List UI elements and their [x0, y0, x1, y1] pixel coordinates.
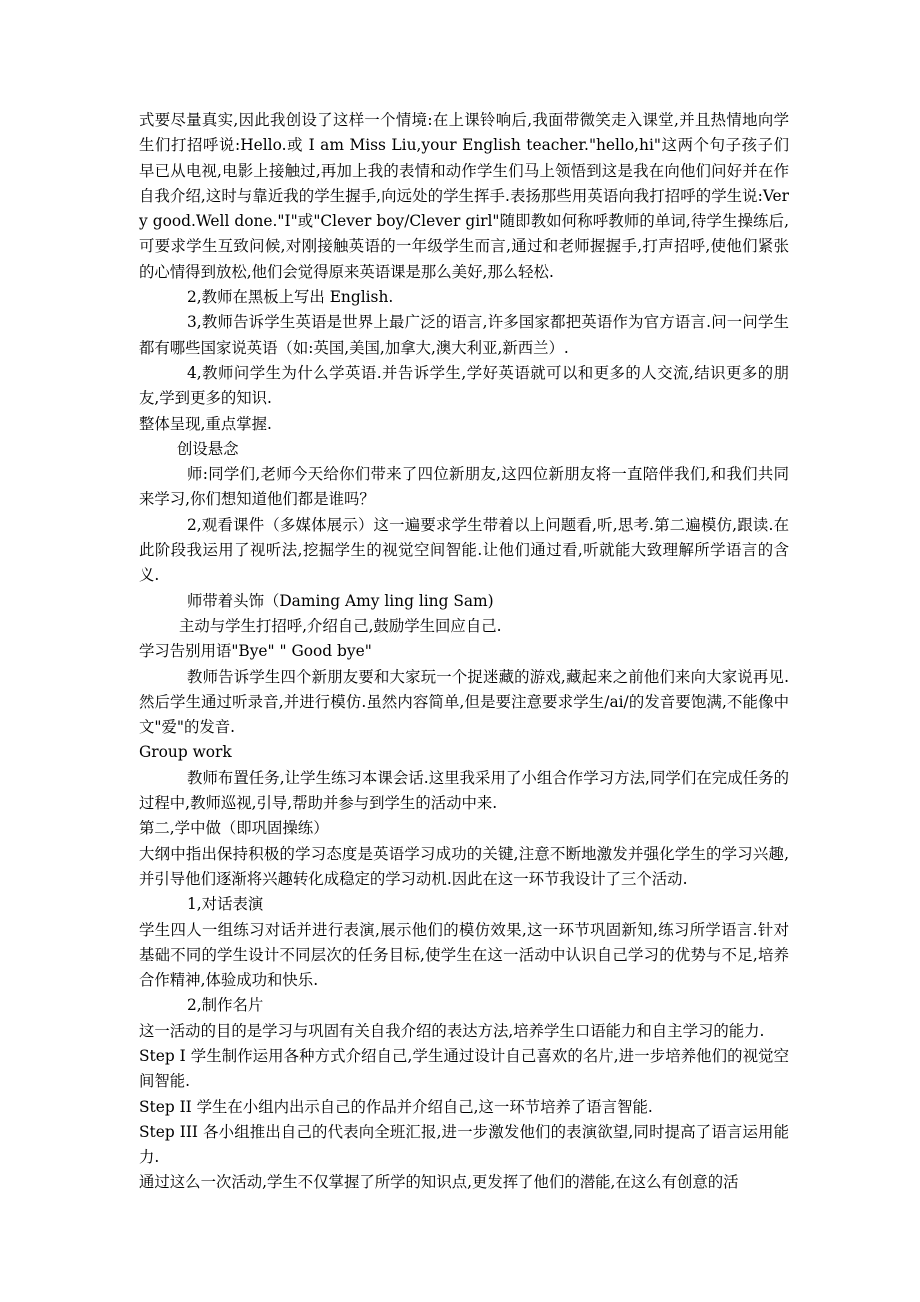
paragraph-heading-overall: 整体呈现,重点掌握. — [139, 414, 272, 433]
paragraph-greeting: 主动与学生打招呼,介绍自己,鼓励学生回应自己. — [179, 616, 502, 635]
paragraph-group-work: Group work — [139, 743, 232, 762]
document-page — [139, 108, 789, 1196]
paragraph-farewell-heading: 学习告别用语"Bye" " Good bye" — [139, 642, 372, 661]
paragraph-activity-1: 1,对话表演 — [187, 895, 264, 914]
paragraph-intro-scenario: 式要尽量真实,因此我创设了这样一个情境:在上课铃响后,我面带微笑走入课堂,并且热情地向学生们打招呼说:Hello.或 I am Miss Liu,your English teacher."hello,hi"这两个句子孩子们早已从电视,电影上接触过,再加上我的表情和动作学生们马上领悟到这是我在向他们问好并在作自我介绍,这时与靠近我的学生握手,向远处的学生挥手.表扬那些用英语向我打招呼的学生说:Very good.Well done."I"或"Clever boy/Clever girl"随即教如何称呼教师的单词,待学生操练后,可要求学生互致问候,对刚接触英语的一年级学生而言,通过和老师握握手,打声招呼,使他们紧张的心情得到放松,他们会觉得原来英语课是那么美好,那么轻松. — [139, 111, 789, 281]
paragraph-step-i: Step I 学生制作运用各种方式介绍自己,学生通过设计自己喜欢的名片,进一步培养他们的视觉空间智能. — [139, 1046, 789, 1091]
paragraph-activity-purpose: 这一活动的目的是学习与巩固有关自我介绍的表达方法,培养学生口语能力和自主学习的能力. — [139, 1021, 765, 1040]
paragraph-activity-2: 2,制作名片 — [187, 996, 264, 1015]
paragraph-task-assignment: 教师布置任务,让学生练习本课会话.这里我采用了小组合作学习方法,同学们在完成任务的过程中,教师巡视,引导,帮助并参与到学生的活动中来. — [139, 768, 789, 813]
paragraph-step-3: 3,教师告诉学生英语是世界上最广泛的语言,许多国家都把英语作为官方语言.问一问学生都有哪些国家说英语（如:英国,美国,加拿大,澳大利亚,新西兰）. — [139, 313, 789, 357]
paragraph-syllabus: 大纲中指出保持积极的学习态度是英语学习成功的关键,注意不断地激发并强化学生的学习兴趣,并引导他们逐渐将兴趣转化成稳定的学习动机.因此在这一环节我设计了三个活动. — [139, 844, 789, 888]
paragraph-headwear: 师带着头饰（Daming Amy ling ling Sam) — [187, 591, 494, 610]
paragraph-hide-and-seek: 教师告诉学生四个新朋友要和大家玩一个捉迷藏的游戏,藏起来之前他们来向大家说再见.然后学生通过听录音,并进行模仿.虽然内容简单,但是要注意要求学生/ai/的发音要饱满,不能像中文"爱"的发音. — [139, 667, 789, 737]
paragraph-step-2: 2,教师在黑板上写出 English. — [187, 288, 394, 307]
paragraph-step-iii: Step III 各小组推出自己的代表向全班汇报,进一步激发他们的表演欲望,同时提高了语言运用能力. — [139, 1122, 789, 1167]
paragraph-teacher-speech: 师:同学们,老师今天给你们带来了四位新朋友,这四位新朋友将一直陪伴我们,和我们共同来学习,你们想知道他们都是谁吗？ — [139, 465, 789, 509]
paragraph-step-ii: Step II 学生在小组内出示自己的作品并介绍自己,这一环节培养了语言智能. — [139, 1097, 653, 1116]
paragraph-step-4: 4,教师问学生为什么学英语.并告诉学生,学好英语就可以和更多的人交流,结识更多的朋友,学到更多的知识. — [139, 363, 789, 408]
paragraph-conclusion: 通过这么一次活动,学生不仅掌握了所学的知识点,更发挥了他们的潜能,在这么有创意的活 — [139, 1173, 739, 1192]
paragraph-dialogue-performance: 学生四人一组练习对话并进行表演,展示他们的模仿效果,这一环节巩固新知,练习所学语言.针对基础不同的学生设计不同层次的任务目标,使学生在这一活动中认识自己学习的优势与不足,培养合作精神,体验成功和快乐. — [139, 920, 789, 990]
paragraph-section-two: 第二,学中做（即巩固操练） — [139, 819, 329, 838]
paragraph-heading-suspense: 创设悬念 — [177, 439, 239, 458]
paragraph-watch-courseware: 2,观看课件（多媒体展示）这一遍要求学生带着以上问题看,听,思考.第二遍模仿,跟读.在此阶段我运用了视听法,挖掘学生的视觉空间智能.让他们通过看,听就能大致理解所学语言的含义. — [139, 515, 789, 585]
